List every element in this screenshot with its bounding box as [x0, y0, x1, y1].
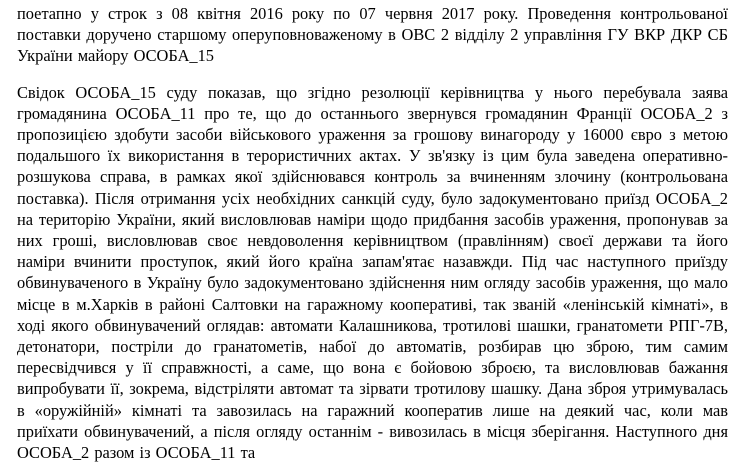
paragraph-witness-testimony: Свідок ОСОБА_15 суду показав, що згідно резолюції керівництва у нього перебувала заява громадянина ОСОБА_11 про те, що до останнього звернувся громадянин Франції ОСОБА_2 з пропозицією здобути засоби військового ураження за грошову винагороду у 16000 євро з метою подальшого їх використання в терористичних актах. У зв'язку із цим була заведена оперативно-розшукова справа, в рамках якої здійснювався контроль за вчиненням злочину (контрольована поставка). Після отримання усіх необхідних санкцій суду, було задокументовано приїзд ОСОБА_2 на територію України, який висловлював наміри щодо придбання засобів ураження, пропонував за них гроші, висловлював своє невдоволення керівництвом (правлінням) своєї держави та його наміри вчинити проступок, який його країна запам'ятає назавжди. Під час наступного приїзду обвинуваченого в Україну було задокументовано здійснення ним огляду засобів ураження, що мало місце в м.Харків в районі Салтовки на гаражному кооперативі, так званій «ленінській кімнаті», в ході якого обвинувачений оглядав: автомати Калашникова, тротилові шашки, гранатомети РПГ-7В, детонатори, постріли до гранатометів, набої до автоматів, розбирав цю зброю, тим самим пересвідчився у її справжності, а саме, що вона є бойовою зброєю, та висловлював бажання випробувати її, зокрема, відстріляти автомат та зірвати тротилову шашку. Дана зброя утримувалась в «оружійній» кімнаті та завозилась на гаражний кооператив лише на деякий час, коли мав приїхати обвинувачений, а після огляду останнім - вивозилась в місця зберігання. Наступного дня ОСОБА_2 разом із ОСОБА_11 та: [17, 82, 728, 463]
paragraph-controlled-delivery: поетапно у строк з 08 квітня 2016 року по 07 червня 2017 року. Проведення контрольованої поставки доручено старшому оперуповноваженому в ОВС 2 відділу 2 управління ГУ ВКР ДКР СБ України майору ОСОБА_15: [17, 4, 728, 66]
